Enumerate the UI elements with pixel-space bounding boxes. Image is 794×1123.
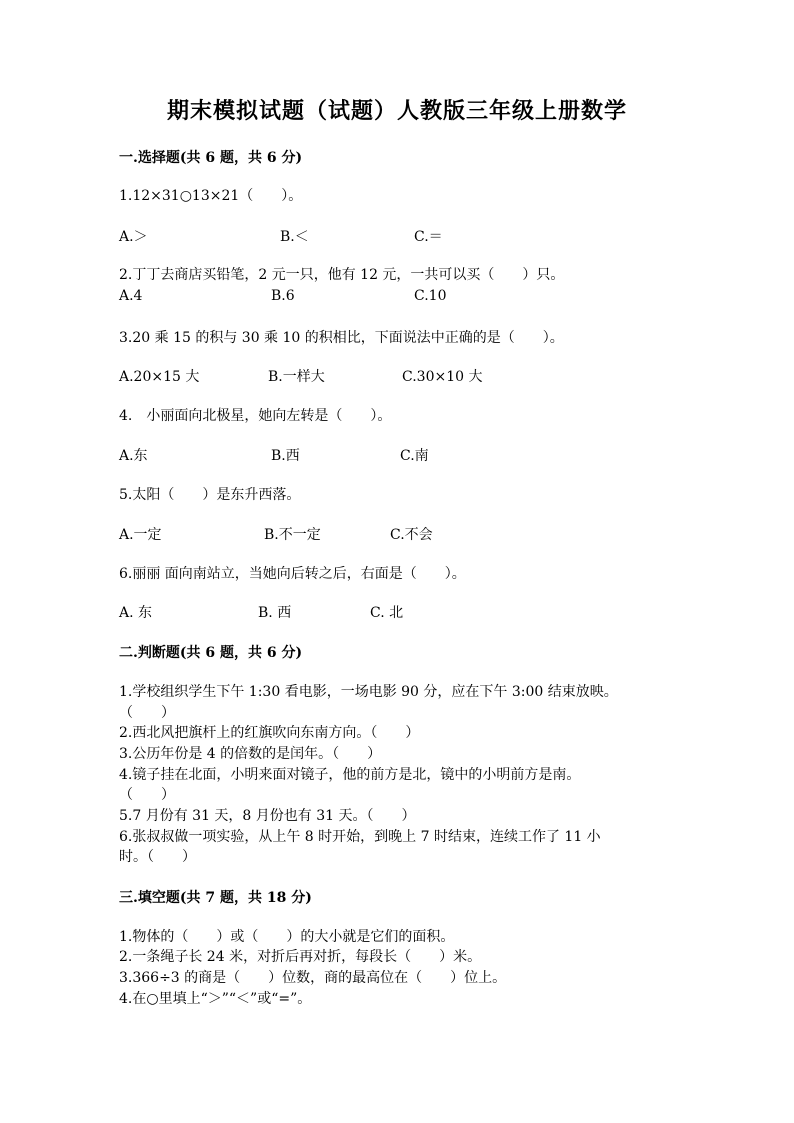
option-b: B.一样大 <box>268 369 325 385</box>
option-a: A.20×15 大 <box>119 369 200 385</box>
judge-line: 3.公历年份是 4 的倍数的是闰年。（ ） <box>119 746 382 762</box>
option-c: C.不会 <box>390 527 433 543</box>
fill-line: 3.366÷3 的商是（ ）位数，商的最高位在（ ）位上。 <box>119 970 507 986</box>
fill-line: 4.在○里填上“＞”“＜”或“=”。 <box>119 991 312 1007</box>
section-heading-choice: 一.选择题(共 6 题，共 6 分) <box>119 150 303 166</box>
fill-line: 1.物体的（ ）或（ ）的大小就是它们的面积。 <box>119 929 455 945</box>
option-c: C.10 <box>414 288 447 304</box>
fill-line: 2.一条绳子长 24 米，对折后再对折，每段长（ ）米。 <box>119 949 482 965</box>
judge-line: （ ） <box>119 787 175 803</box>
option-b: B. 西 <box>258 605 292 621</box>
question-text: 4. 小丽面向北极星，她向左转是（ ）。 <box>119 408 392 424</box>
judge-line: 6.张叔叔做一项实验，从上午 8 时开始，到晚上 7 时结束，连续工作了 11 小 <box>119 829 601 845</box>
section-heading-fill: 三.填空题(共 7 题，共 18 分) <box>119 890 312 906</box>
option-a: A. 东 <box>119 605 153 621</box>
judge-line: （ ） <box>119 705 175 721</box>
judge-line: 2.西北风把旗杆上的红旗吹向东南方向。（ ） <box>119 725 420 741</box>
option-b: B.不一定 <box>264 527 321 543</box>
section-heading-judge: 二.判断题(共 6 题，共 6 分) <box>119 645 303 661</box>
option-a: A.＞ <box>119 229 148 245</box>
option-c: C. 北 <box>370 605 404 621</box>
option-b: B.西 <box>271 448 300 464</box>
question-text: 1.12×31○13×21（ ）。 <box>119 188 303 204</box>
question-text: 2.丁丁去商店买铅笔，2 元一只，他有 12 元，一共可以买（ ）只。 <box>119 267 565 283</box>
option-b: B.6 <box>271 288 295 304</box>
option-a: A.一定 <box>119 527 162 543</box>
page-title: 期末模拟试题（试题）人教版三年级上册数学 <box>166 98 627 124</box>
option-c: C.＝ <box>414 229 443 245</box>
option-b: B.＜ <box>280 229 309 245</box>
judge-line: 4.镜子挂在北面，小明来面对镜子，他的前方是北，镜中的小明前方是南。 <box>119 767 581 783</box>
question-text: 6.丽丽 面向南站立，当她向后转之后，右面是（ ）。 <box>119 566 466 582</box>
option-c: C.30×10 大 <box>402 369 483 385</box>
question-text: 3.20 乘 15 的积与 30 乘 10 的积相比，下面说法中正确的是（ ）。 <box>119 330 564 346</box>
question-text: 5.太阳（ ）是东升西落。 <box>119 487 301 503</box>
option-c: C.南 <box>400 448 429 464</box>
option-a: A.东 <box>119 448 148 464</box>
judge-line: 1.学校组织学生下午 1:30 看电影，一场电影 90 分，应在下午 3:00 结束放映。 <box>119 684 618 700</box>
option-a: A.4 <box>119 288 143 304</box>
judge-line: 5.7 月份有 31 天，8 月份也有 31 天。（ ） <box>119 808 416 824</box>
judge-line: 时。（ ） <box>119 849 196 865</box>
